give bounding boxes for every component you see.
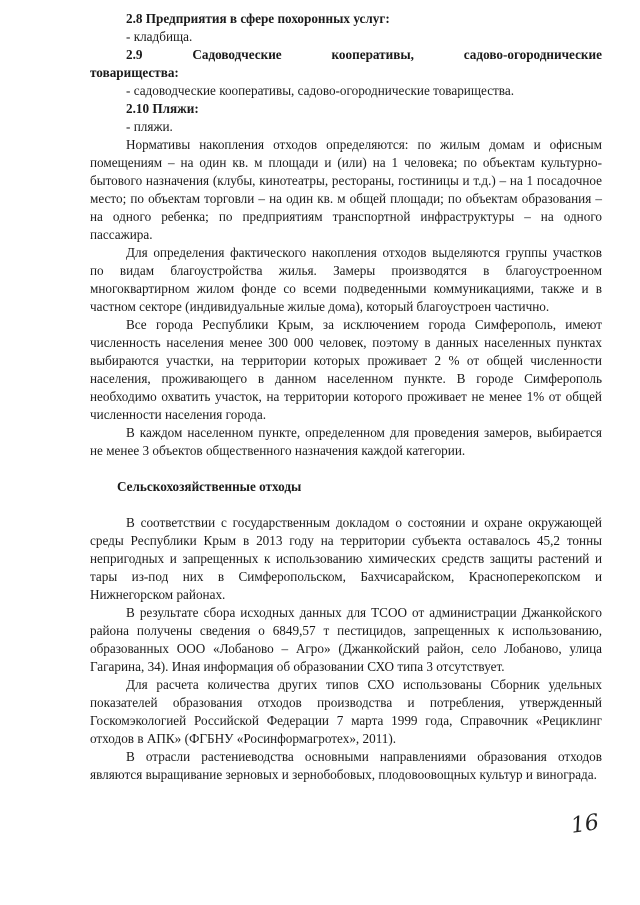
paragraph-cities: Все города Республики Крым, за исключением города Симферополь, имеют численность населения менее 300 000 человек, поэтому в данных населенных пунктах выбираются участки, на территории которых проживает 2 % от общей численности населения, проживающего в данном населенном пункте. В городе Симферополь необходимо охватить участок, на территории которого проживает не менее 1% от общей численности населения города. <box>90 317 602 422</box>
paragraph-objects: В каждом населенном пункте, определенном для проведения замеров, выбирается не менее 3 объектов общественного назначения каждой категории. <box>90 425 602 458</box>
section-2-9-word-1: Садоводческие <box>192 47 282 62</box>
agri-paragraph-4: В отрасли растениеводства основными направлениями образования отходов являются выращивание зерновых и зернобобовых, плодовоовощных культур и винограда. <box>90 749 602 782</box>
handwritten-page-number: 16 <box>569 810 601 839</box>
section-2-9-item: - садоводческие кооперативы, садово-огороднические товарищества. <box>126 83 515 98</box>
section-2-9-word-3: садово-огороднические <box>463 47 602 62</box>
section-gap <box>90 460 602 478</box>
agri-paragraph-3: Для расчета количества других типов СХО использованы Сборник удельных показателей образования отходов производства и потребления, утвержденный Госкомэкологией Российской Федерации 7 марта 1999 года, Справочник «Рециклинг отходов в АПК» (ФГБНУ «Росинформагротех», 2011). <box>90 677 602 746</box>
section-2-10-item: - пляжи. <box>126 119 173 134</box>
paragraph-norms: Нормативы накопления отходов определяются: по жилым домам и офисным помещениям – на один кв. м площади и (или) на 1 человека; по объектам культурно-бытового назначения (клубы, кинотеатры, рестораны, гостиницы и т.д.) – на 1 посадочное место; по объектам торговли – на один кв. м общей площади; по объектам образования – на одного ребенка; по предприятиям транспортной инфраструктуры – на одного пассажира. <box>90 137 602 242</box>
section-2-9-heading-cont: товарищества: <box>90 65 179 80</box>
agri-paragraph-1: В соответствии с государственным докладом о состоянии и охране окружающей среды Республики Крым в 2013 году на территории субъекта оставалось 45,2 тонны непригодных и запрещенных к использованию химических средств защиты растений и тары из-под них в Симферопольском, Бахчисарайском, Красноперекопском и Нижнегорском районах. <box>90 515 602 602</box>
section-2-9-number: 2.9 <box>126 47 143 62</box>
agri-paragraph-2: В результате сбора исходных данных для ТСОО от администрации Джанкойского района получены сведения о 6849,57 т пестицидов, запрещенных к использованию, образованных ООО «Лобаново – Агро» (Джанкойский район, село Лобаново, улица Гагарина, 34). Иная информация об образовании СХО типа 3 отсутствует. <box>90 605 602 674</box>
section-2-8-heading: 2.8 Предприятия в сфере похоронных услуг: <box>126 11 390 26</box>
section-2-10-heading: 2.10 Пляжи: <box>126 101 199 116</box>
section-2-9-heading <box>90 46 602 64</box>
paragraph-groups: Для определения фактического накопления отходов выделяются группы участков по видам благоустройства жилья. Замеры производятся в благоустроенном многоквартирном жилом фонде со всеми подведенными коммуникациями, также и в частном секторе (индивидуальные жилые дома), который благоустроен частично. <box>90 245 602 314</box>
section-gap <box>90 496 602 514</box>
section-2-8-item: - кладбища. <box>126 29 193 44</box>
document-body <box>90 10 602 784</box>
section-2-9-word-2: кооперативы, <box>331 47 414 62</box>
agri-waste-heading: Сельскохозяйственные отходы <box>117 479 302 494</box>
